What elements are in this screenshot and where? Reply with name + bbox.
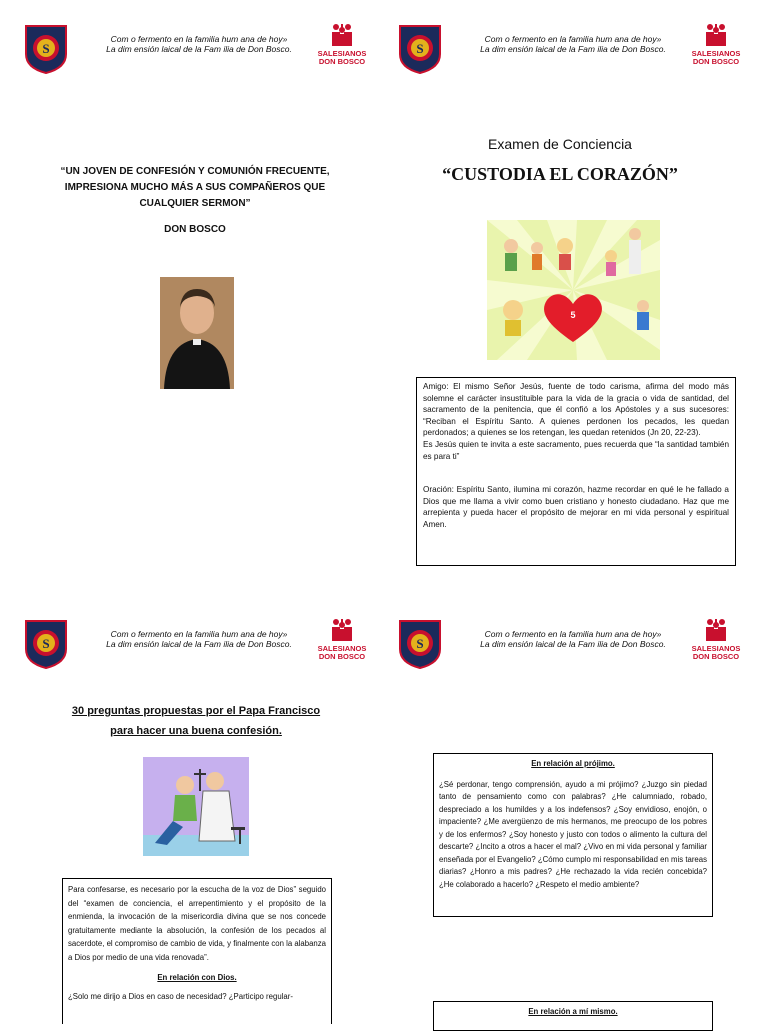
- how-to-confess-text: Para confesarse, es necesario por la escucha de la voz de Dios” seguido del “examen de conciencia, el arrepentimiento y el propósito de la enmienda, la invocación de la misericordia divina que se nos concede gratuitamente mediante la absolución, la confesión de los pecados al sacerdote, el compromiso de cambio de vida, y finalmente con la alabanza a Dios por medio de una vida renovada”.: [68, 885, 326, 962]
- prayer-paragraph: Oración: Espíritu Santo, ilumina mi corazón, hazme recordar en qué le he fallado a Dios que me llama a vivir como buen cristiano y honesto ciudadano. Haz que me arrepienta y pueda hacer el propósito de mejorar en mi vida personal y espiritual Amen.: [423, 485, 729, 529]
- svg-text:S: S: [42, 636, 50, 651]
- header-tagline: [458, 34, 688, 54]
- neighbor-questions-box: [433, 753, 713, 917]
- logo-line-1: SALESIANOS: [691, 644, 741, 653]
- svg-text:S: S: [416, 41, 424, 56]
- confession-steps-illustration: [487, 220, 660, 360]
- page3-title-line1: 30 preguntas propuestas por el Papa Francisco: [71, 705, 321, 717]
- tagline-line-1: Com o fermento en la familia hum ana de hoy»: [110, 34, 288, 44]
- logo-line-2: DON BOSCO: [692, 57, 740, 66]
- logo-line-1: SALESIANOS: [691, 49, 741, 58]
- tagline-line-1: Com o fermento en la familia hum ana de hoy»: [484, 629, 662, 639]
- tagline-line-1: Com o fermento en la familia hum ana de hoy»: [110, 629, 288, 639]
- header-tagline: [84, 629, 314, 649]
- tagline-line-2: La dim ensión laical de la Fam ilia de Don Bosco.: [480, 639, 666, 649]
- logo-line-2: DON BOSCO: [318, 57, 366, 66]
- page2-heading: Examen de Conciencia: [488, 136, 632, 152]
- page3-title-line2: para hacer una buena confesión.: [110, 725, 282, 737]
- section-god-title: En relación con Dios.: [157, 972, 237, 982]
- svg-text:5: 5: [570, 310, 576, 320]
- header-tagline: [84, 34, 314, 54]
- don-bosco-portrait: [160, 277, 234, 389]
- salesianos-don-bosco-logo: [681, 617, 751, 661]
- tagline-line-1: Com o fermento en la familia hum ana de hoy»: [484, 34, 662, 44]
- salesian-family-icon: [328, 617, 356, 643]
- self-questions-box: [433, 1001, 713, 1031]
- intro-paragraph-2: Es Jesús quien te invita a este sacramento, pues recuerda que “la santidad también es para ti”: [423, 439, 729, 461]
- logo-line-2: DON BOSCO: [318, 652, 366, 661]
- salesianos-don-bosco-logo: [307, 22, 377, 66]
- section-god-text: ¿Solo me dirijo a Dios en caso de necesidad? ¿Participo regular-: [68, 992, 293, 1002]
- tagline-line-2: La dim ensión laical de la Fam ilia de Don Bosco.: [106, 639, 292, 649]
- section-neighbor-title: En relación al prójimo.: [531, 759, 615, 768]
- header-tagline: [458, 629, 688, 649]
- svg-text:S: S: [416, 636, 424, 651]
- logo-line-2: DON BOSCO: [692, 652, 740, 661]
- salesian-family-icon: [328, 22, 356, 48]
- logo-line-1: SALESIANOS: [317, 49, 367, 58]
- salesian-family-icon: [702, 617, 730, 643]
- salesian-family-icon: [702, 22, 730, 48]
- salesianos-don-bosco-logo: [681, 22, 751, 66]
- section-self-title: En relación a mí mismo.: [528, 1007, 618, 1016]
- salesianos-crest-logo: [24, 24, 68, 74]
- salesianos-crest-logo: [398, 24, 442, 74]
- section-neighbor-text: ¿Sé perdonar, tengo comprensión, ayudo a mi prójimo? ¿Juzgo sin piedad tanto de pensamiento como con palabras? ¿He calumniado, robado, despreciado a los humildes y a los indefensos? ¿Soy envidioso, enojón, o impaciente? ¿Me avergüenzo de mis hermanos, me preocupo de los pobres y de los enfermos? ¿Soy honesto y justo con todos o alimento la cultura del descarte? ¿Incito a otros a hacer el mal? ¿Vivo en mi vida personal y familiar enseñada por el Evangelio? ¿Cómo cumplo mi responsabilidad en mis tareas diarias? ¿Honro a mis padres? ¿He rechazado la vida recién concebida? ¿He colaborado a hacerlo? ¿Respeto el medio ambiente?: [439, 779, 707, 889]
- confession-illustration: [143, 757, 249, 856]
- intro-paragraph-1: Amigo: El mismo Señor Jesús, fuente de todo carisma, afirma del modo más solemne el carácter insustituible para la vida de la gracia o vida de santidad, del sacramento de la penitencia, que él confió a los Apóstoles y a sus sucesores: “Reciban el Espíritu Santo. A quienes perdonen los pecados, les quedan perdonados; a quienes se los retengan, les quedan retenidos (Jn 20, 22-23).: [423, 382, 729, 438]
- logo-line-1: SALESIANOS: [317, 644, 367, 653]
- how-to-confess-box: [62, 878, 332, 1024]
- svg-text:S: S: [42, 41, 50, 56]
- salesianos-don-bosco-logo: [307, 617, 377, 661]
- salesianos-crest-logo: [398, 619, 442, 669]
- tagline-line-2: La dim ensión laical de la Fam ilia de Don Bosco.: [480, 44, 666, 54]
- page2-title: “CUSTODIA EL CORAZÓN”: [442, 164, 678, 184]
- intro-text-box: [416, 377, 736, 566]
- don-bosco-quote: “UN JOVEN DE CONFESIÓN Y COMUNIÓN FRECUENTE, IMPRESIONA MUCHO MÁS A SUS COMPAÑEROS QUE CUALQUIER SERMON”: [60, 166, 330, 209]
- quote-author: DON BOSCO: [164, 224, 226, 235]
- tagline-line-2: La dim ensión laical de la Fam ilia de Don Bosco.: [106, 44, 292, 54]
- salesianos-crest-logo: [24, 619, 68, 669]
